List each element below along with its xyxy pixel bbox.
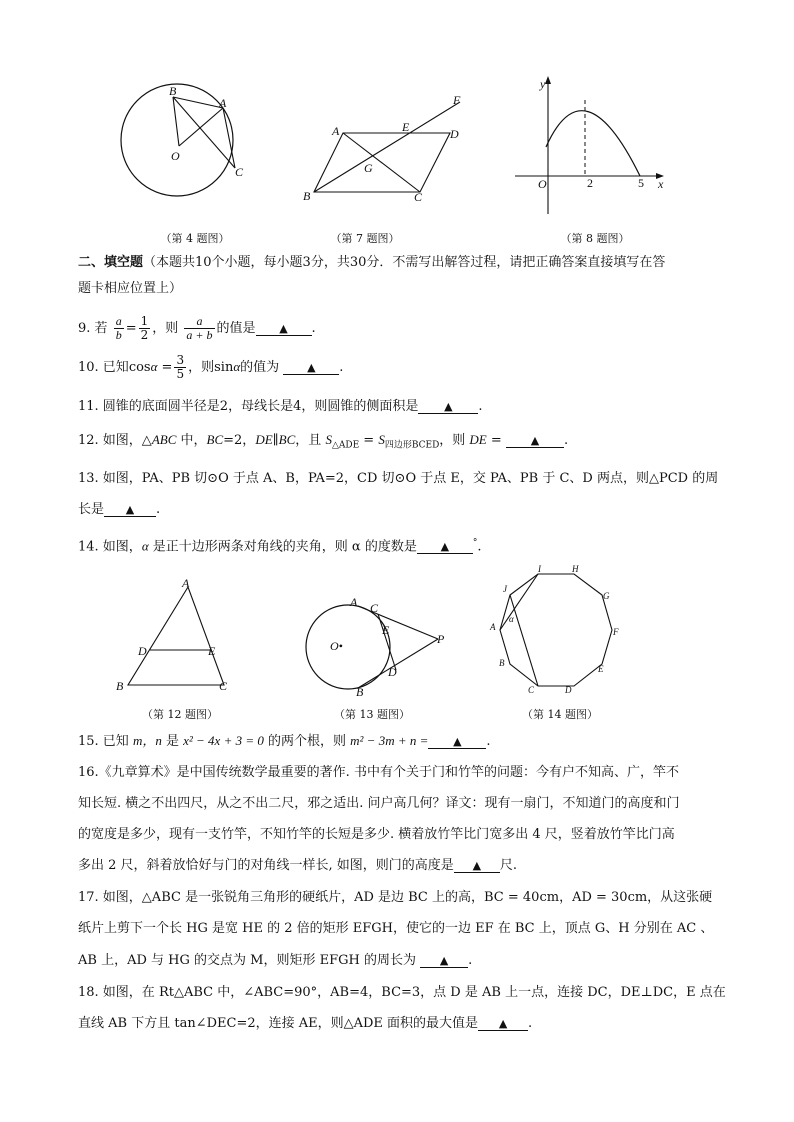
q13-line1: 13. 如图，PA、PB 切⊙O 于点 A、B，PA=2，CD 切⊙O 于点 E，交 PA、PB 于 C、D 两点，则△PCD 的周 <box>78 471 719 486</box>
label-e: E <box>402 120 410 134</box>
q16-line2: 知长短. 横之不出四尺，从之不出二尺，邪之适出. 问户高几何？译文：现有一扇门，不知道门的高度和门 <box>78 796 680 811</box>
q9-frac-1: $\frac{a}{b}$ <box>115 314 122 342</box>
question-18-line-1 <box>78 984 726 1002</box>
figure-12-caption: （第 12 题图） <box>142 708 218 721</box>
figure-8 <box>510 72 670 222</box>
q12-sub1: △ADE <box>331 440 360 451</box>
question-15 <box>78 732 718 751</box>
label-g: G <box>603 591 610 601</box>
question-9 <box>78 312 718 346</box>
label-i: I <box>538 564 541 574</box>
q14-deg: ° <box>472 538 478 548</box>
q12-abc: ABC <box>151 432 177 447</box>
q12-mid2: =2， <box>223 433 256 448</box>
q12-mid5: ，则 <box>439 433 470 448</box>
answer-blank-18[interactable]: ▲ <box>478 1017 528 1031</box>
question-13-line-2 <box>78 501 718 519</box>
answer-blank-17[interactable]: ▲ <box>420 954 468 968</box>
question-16-line-4 <box>78 857 718 875</box>
answer-blank-12[interactable]: ▲ <box>506 434 564 448</box>
q17-line3-pre: AB 上，AD 与 HG 的交点为 M，则矩形 EFGH 的周长为 <box>78 953 416 968</box>
q9-mid: ，则 <box>152 321 179 336</box>
question-10 <box>78 350 718 384</box>
question-18-line-2 <box>78 1015 718 1033</box>
question-14 <box>78 534 718 556</box>
q11-end: . <box>478 399 483 414</box>
question-16-line-1 <box>78 764 718 782</box>
answer-blank-11[interactable]: ▲ <box>418 400 478 414</box>
question-16-line-2 <box>78 795 718 813</box>
question-16-line-3 <box>78 826 718 844</box>
label-b: B <box>116 679 124 693</box>
q13-line2: 长是 <box>78 502 105 517</box>
label-b: B <box>169 84 177 98</box>
question-17-line-3 <box>78 952 718 970</box>
q15-mn: m，n <box>132 733 162 748</box>
label-o: O <box>538 177 547 191</box>
q10-post: 的值为 <box>240 360 280 375</box>
q15-expr: m² − 3m + n = <box>350 733 429 748</box>
parabola <box>546 111 640 176</box>
label-b: B <box>356 685 364 697</box>
label-g: G <box>364 161 373 175</box>
label-d: D <box>138 644 147 658</box>
q17-end: . <box>468 953 473 968</box>
label-y: y <box>540 77 546 91</box>
answer-blank-9[interactable]: ▲ <box>256 322 312 336</box>
question-17-line-2 <box>78 920 718 938</box>
answer-blank-16[interactable]: ▲ <box>454 859 500 873</box>
label-e: E <box>382 623 390 637</box>
q12-de2: DE <box>469 432 487 447</box>
q10-mid: ，则 <box>188 360 215 375</box>
q16-line3: 的宽度是多少，现有一支竹竿，不知竹竿的长短是多少. 横着放竹竿比门宽多出 4 尺，竖着放竹竿比门高 <box>78 827 675 842</box>
section-desc-1: （本题共10个小题，每小题3分，共30分．不需写出解答过程，请把正确答案直接填写在答 <box>143 255 666 270</box>
section-header-line-2 <box>78 280 718 298</box>
label-j: J <box>503 584 507 594</box>
label-d: D <box>565 685 572 695</box>
q12-eq: = <box>359 433 379 448</box>
label-alpha: α <box>509 614 514 624</box>
label-d: D <box>388 665 397 679</box>
answer-blank-14[interactable]: ▲ <box>417 540 473 554</box>
q12-mid3: ∥ <box>272 433 279 448</box>
q17-line2: 纸片上剪下一个长 HG 是宽 HE 的 2 倍的矩形 EFGH，使它的一边 EF 在 BC 上，顶点 G、H 分别在 AC 、 <box>78 921 714 936</box>
section-title: 二、填空题 <box>78 255 144 270</box>
figure-4-caption: （第 4 题图） <box>160 232 230 245</box>
figure-14-caption: （第 14 题图） <box>522 708 598 721</box>
q10-cos: cos <box>128 360 151 375</box>
label-a: A <box>490 622 496 632</box>
label-e: E <box>208 644 216 658</box>
answer-blank-15[interactable]: ▲ <box>428 735 486 749</box>
q15-eq: x² − 4x + 3 = 0 <box>183 733 264 748</box>
q15-mid: 是 <box>161 734 184 749</box>
q18-end: . <box>528 1016 533 1031</box>
q17-line1: 17. 如图，△ABC 是一张锐角三角形的硬纸片，AD 是边 BC 上的高，BC = 40cm，AD = 30cm，从这张硬 <box>78 890 713 905</box>
q9-end: . <box>311 321 316 336</box>
q12-sub2: 四边形BCED <box>384 440 440 451</box>
q12-pre: 12. 如图，△ <box>78 433 152 448</box>
q12-mid1: 中， <box>176 433 207 448</box>
q12-de: DE <box>255 432 273 447</box>
q9-post: 的值是 <box>216 321 256 336</box>
q11-text: 11. 圆锥的底面圆半径是2，母线长是4，则圆锥的侧面积是 <box>78 399 419 414</box>
label-f: F <box>453 93 461 107</box>
label-b: B <box>303 189 311 203</box>
q10-alpha-2: α <box>233 359 241 374</box>
section-desc-2: 题卡相应位置上） <box>78 281 183 296</box>
q12-s1: S <box>325 432 332 447</box>
label-a: A <box>332 124 340 138</box>
label-f: F <box>613 627 619 637</box>
figure-7 <box>300 90 475 205</box>
q9-pre: 9. 若 <box>78 321 108 336</box>
q10-eq: = <box>157 360 173 375</box>
q18-line2-pre: 直线 AB 下方且 tan∠DEC=2，连接 AE，则△ADE 面积的最大值是 <box>78 1016 479 1031</box>
label-a: A <box>182 576 190 590</box>
q14-alpha: α <box>141 538 149 554</box>
q10-end: . <box>339 360 344 375</box>
q14-pre: 14. 如图， <box>78 539 142 555</box>
question-17-line-1 <box>78 889 718 907</box>
label-x: x <box>658 177 664 191</box>
q18-line1: 18. 如图，在 Rt△ABC 中，∠ABC=90°，AB=4，BC=3，点 D 是 AB 上一点，连接 DC，DE⊥DC，E 点在 <box>78 985 726 1000</box>
q10-alpha: α <box>150 359 158 374</box>
q14-post: 是正十边形两条对角线的夹角，则 α 的度数是 <box>148 539 417 555</box>
question-13-line-1 <box>78 470 718 488</box>
q12-eq2: = <box>486 433 506 448</box>
q16-line4-pre: 多出 2 尺，斜着放恰好与门的对角线一样长, 如图，则门的高度是 <box>78 858 454 873</box>
q12-s2: S <box>378 432 385 447</box>
label-a: A <box>219 96 227 110</box>
label-e: E <box>598 664 604 674</box>
q9-frac-3: $\frac{a}{a + b}$ <box>186 314 213 342</box>
q15-mid2: 的两个根，则 <box>263 734 351 749</box>
q12-end: . <box>563 433 569 448</box>
figure-14 <box>480 562 630 698</box>
label-c: C <box>528 685 535 695</box>
figure-8-caption: （第 8 题图） <box>560 232 630 245</box>
q16-line4-post: 尺. <box>499 858 517 873</box>
q9-frac-2: $\frac{1}{2}$ <box>140 314 149 342</box>
label-c: C <box>219 679 228 693</box>
q14-end: . <box>477 539 482 555</box>
label-5: 5 <box>638 176 644 190</box>
label-a: A <box>350 595 358 609</box>
q16-line1: 16.《九章算术》是中国传统数学最重要的著作. 书中有个关于门和竹竿的问题：今有户不知高、广，竿不 <box>78 765 679 780</box>
figure-13 <box>300 592 460 697</box>
label-c: C <box>414 190 423 204</box>
label-c: C <box>370 601 379 615</box>
section-header-line-1 <box>78 254 718 272</box>
label-d: D <box>450 127 459 141</box>
figure-4 <box>115 80 265 200</box>
label-o: O <box>171 149 180 163</box>
answer-blank-13[interactable]: ▲ <box>104 503 156 517</box>
label-o: O• <box>330 639 343 653</box>
q9-eq: = <box>125 321 137 336</box>
label-h: H <box>572 564 579 574</box>
question-11 <box>78 398 718 416</box>
question-12 <box>78 431 718 455</box>
label-c: C <box>235 165 244 179</box>
label-2: 2 <box>587 176 593 190</box>
q15-end: . <box>486 734 491 749</box>
q13-end: . <box>156 502 161 517</box>
q12-mid4: ，且 <box>295 433 326 448</box>
label-b: B <box>499 658 505 668</box>
figure-13-caption: （第 13 题图） <box>334 708 410 721</box>
figure-12 <box>112 575 242 695</box>
figure-7-caption: （第 7 题图） <box>330 232 400 245</box>
answer-blank-10[interactable]: ▲ <box>283 361 339 375</box>
q10-pre: 10. 已知 <box>78 360 129 375</box>
label-p: P <box>437 632 445 646</box>
q10-sin: sin <box>214 360 234 375</box>
q10-frac: $\frac{3}{5}$ <box>176 353 185 381</box>
q15-pre: 15. 已知 <box>78 734 133 749</box>
q12-bc2: BC <box>278 432 296 447</box>
q12-bc: BC <box>206 432 224 447</box>
